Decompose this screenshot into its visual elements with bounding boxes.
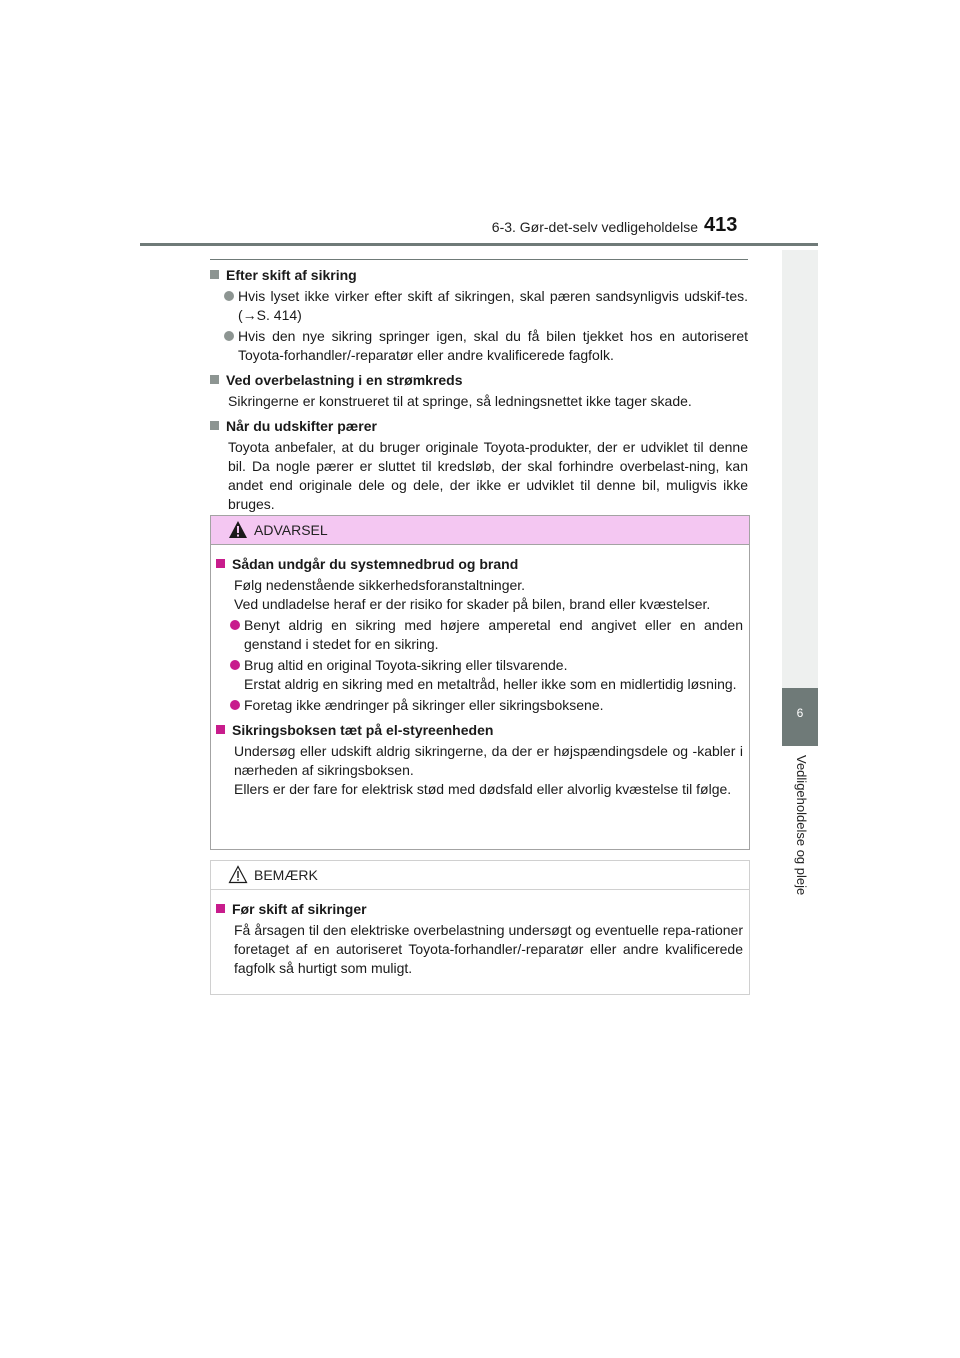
notice-header bbox=[211, 861, 749, 890]
section-text: Toyota anbefaler, at du bruger originale Toyota-produkter, der er udviklet til denne bil. Da nogle pærer er sluttet til kredsløb, der skal forhindre overbelast-ning, kan andet end originale dele og dele, der ikke er udviklet til denne bil, muligvis ikke bruges. bbox=[228, 439, 748, 512]
header-rule bbox=[140, 243, 818, 246]
section-title: Ved overbelastning i en strømkreds bbox=[210, 371, 748, 390]
notice-body bbox=[211, 890, 749, 988]
warning-text: Ellers er der fare for elektrisk stød med dødsfald eller alvorlig kvæstelse til følge. bbox=[234, 781, 732, 797]
square-bullet-icon bbox=[210, 375, 219, 384]
warning-body bbox=[211, 545, 749, 809]
notice-label: BEMÆRK bbox=[254, 867, 318, 883]
round-bullet-icon bbox=[230, 660, 240, 670]
round-bullet-icon bbox=[230, 620, 240, 630]
warning-text: Ved undladelse heraf er der risiko for skader på bilen, brand eller kvæstelser. bbox=[234, 596, 711, 612]
warning-label: ADVARSEL bbox=[254, 522, 328, 538]
warning-list-item: Brug altid en original Toyota-sikring eller tilsvarende. Erstat aldrig en sikring med en metaltråd, heller ikke som en midlertidig løsning. bbox=[216, 656, 743, 694]
notice-box bbox=[210, 860, 750, 995]
round-bullet-icon bbox=[230, 700, 240, 710]
caution-triangle-icon bbox=[228, 865, 248, 884]
round-bullet-icon bbox=[224, 291, 234, 301]
section-text: Sikringerne er konstrueret til at springe, så ledningsnettet ikke tager skade. bbox=[228, 393, 692, 409]
square-bullet-icon bbox=[216, 559, 225, 568]
chapter-title: Vedligeholdelse og pleje bbox=[794, 755, 809, 896]
warning-header bbox=[211, 516, 749, 545]
square-bullet-icon bbox=[216, 904, 225, 913]
square-bullet-icon bbox=[216, 725, 225, 734]
notice-text: Få årsagen til den elektriske overbelastning undersøgt og eventuelle repa-rationer foretaget af en autoriseret Toyota-forhandler/-reparatør eller andre kvalificerede fagfolk så hurtigt som muligt. bbox=[234, 922, 743, 976]
notice-section-title: Før skift af sikringer bbox=[216, 900, 743, 919]
chapter-tab[interactable] bbox=[782, 688, 818, 746]
header-section-title: 6-3. Gør-det-selv vedligeholdelse bbox=[491, 219, 698, 235]
section-title: Når du udskifter pærer bbox=[210, 417, 748, 436]
warning-text: Følg nedenstående sikkerhedsforanstaltninger. bbox=[234, 577, 526, 593]
warning-list-item: Benyt aldrig en sikring med højere amperetal end angivet eller en anden genstand i stedet for en sikring. bbox=[216, 616, 743, 654]
section-title: Efter skift af sikring bbox=[210, 266, 748, 285]
warning-section-title: Sådan undgår du systemnedbrud og brand bbox=[216, 555, 743, 574]
list-item: Hvis lyset ikke virker efter skift af sikringen, skal pæren sandsynligvis udskif-tes. (→S. 414) bbox=[210, 287, 748, 325]
warning-triangle-icon bbox=[228, 520, 248, 539]
chapter-number: 6 bbox=[796, 706, 804, 720]
warning-box bbox=[210, 515, 750, 850]
side-bar bbox=[782, 250, 818, 688]
main-content bbox=[210, 266, 748, 514]
warning-text: Undersøg eller udskift aldrig sikringerne, da der er højspændingsdele og -kabler i nærheden af sikringsboksen. bbox=[234, 743, 743, 778]
list-item: Hvis den nye sikring springer igen, skal du få bilen tjekket hos en autoriseret Toyota-forhandler/-reparatør eller andre kvalificerede fagfolk. bbox=[210, 327, 748, 365]
chapter-title-vertical bbox=[782, 755, 818, 925]
warning-section-title: Sikringsboksen tæt på el-styreenheden bbox=[216, 721, 743, 740]
warning-list-item: Foretag ikke ændringer på sikringer eller sikringsboksene. bbox=[216, 696, 743, 715]
page-number: 413 bbox=[704, 214, 738, 236]
square-bullet-icon bbox=[210, 270, 219, 279]
round-bullet-icon bbox=[224, 331, 234, 341]
content-rule bbox=[210, 259, 748, 260]
square-bullet-icon bbox=[210, 421, 219, 430]
